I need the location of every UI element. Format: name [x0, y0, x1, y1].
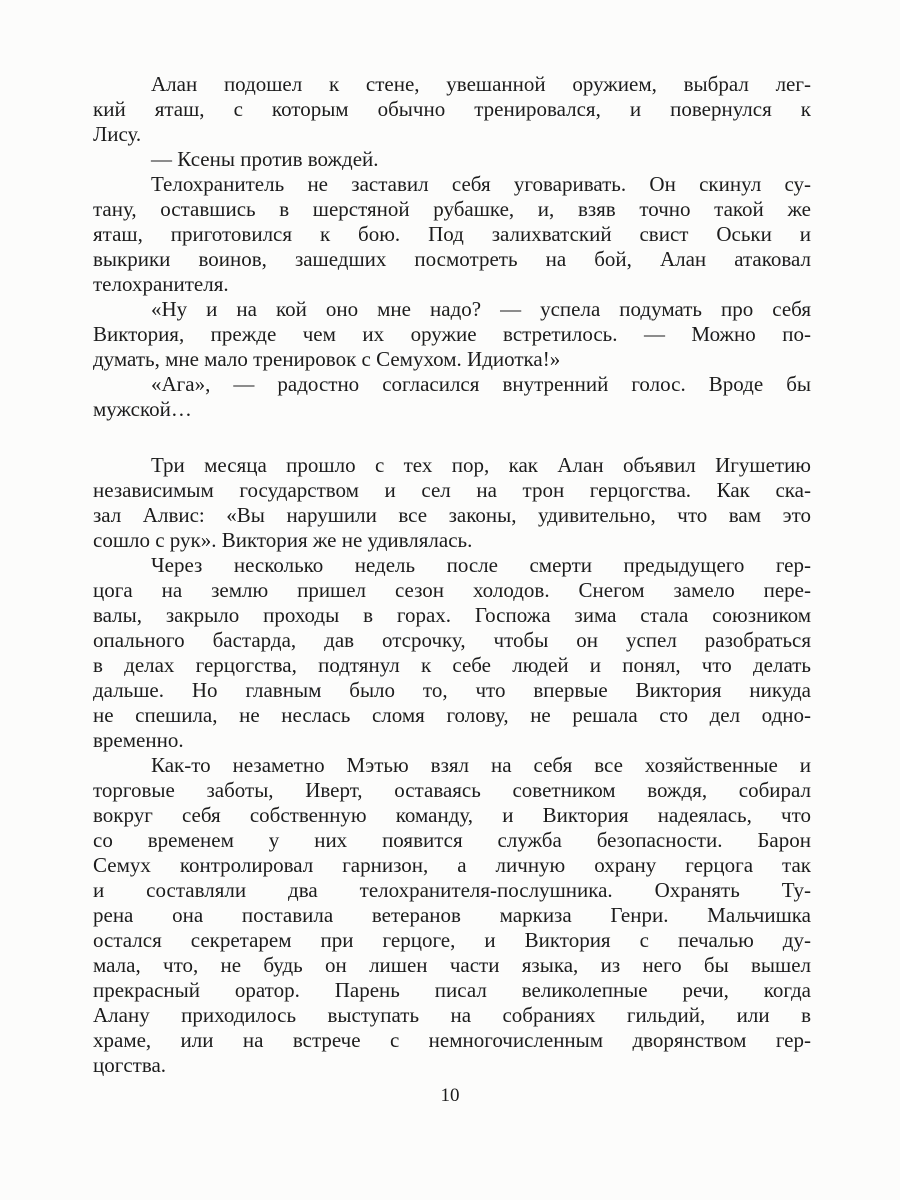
text-line: и составляли два телохранителя-послушника. Охранять Ту-: [93, 878, 811, 902]
text-line: Семух контролировал гарнизон, а личную охрану герцога так: [93, 853, 811, 877]
text-line: не спешила, не неслась сломя голову, не решала сто дел одно-: [93, 703, 811, 727]
text-line: храме, или на встрече с немногочисленным дворянством гер-: [93, 1028, 811, 1052]
text-line: дальше. Но главным было то, что впервые Виктория никуда: [93, 678, 811, 702]
text-line: мала, что, не будь он лишен части языка, из него бы вышел: [93, 953, 811, 977]
text-line: зал Алвис: «Вы нарушили все законы, удивительно, что вам это: [93, 503, 811, 527]
text-line: думать, мне мало тренировок с Семухом. Идиотка!»: [93, 347, 561, 371]
text-line: Алан подошел к стене, увешанной оружием, выбрал лег-: [151, 72, 811, 96]
text-line: прекрасный оратор. Парень писал великолепные речи, когда: [93, 978, 811, 1002]
paragraph: [93, 453, 811, 553]
text-line: вокруг себя собственную команду, и Виктория надеялась, что: [93, 803, 811, 827]
text-line: остался секретарем при герцоге, и Виктория с печалью ду-: [93, 928, 811, 952]
paragraph: [93, 372, 811, 422]
text-line: Виктория, прежде чем их оружие встретилось. — Можно по-: [93, 322, 811, 346]
text-line: тану, оставшись в шерстяной рубашке, и, взяв точно такой же: [93, 197, 811, 221]
text-line: опального бастарда, дав отсрочку, чтобы он успел разобраться: [93, 628, 811, 652]
text-line: со временем у них появится служба безопасности. Барон: [93, 828, 811, 852]
text-line: сошло с рук». Виктория же не удивлялась.: [93, 528, 473, 552]
paragraph: [93, 753, 811, 1078]
paragraph: [93, 72, 811, 147]
text-line: цогства.: [93, 1053, 167, 1077]
text-line: Лису.: [93, 122, 142, 146]
text-line: валы, закрыло проходы в горах. Госпожа зима стала союзником: [93, 603, 811, 627]
page-number: 10: [440, 1085, 460, 1106]
paragraph: [93, 297, 811, 372]
text-line: Через несколько недель после смерти предыдущего гер-: [151, 553, 811, 577]
text-block: [93, 72, 811, 1078]
text-line: Алану приходилось выступать на собраниях гильдий, или в: [93, 1003, 811, 1027]
text-line: яташ, приготовился к бою. Под залихватский свист Оськи и: [93, 222, 811, 246]
text-line: цога на землю пришел сезон холодов. Снегом замело пере-: [93, 578, 811, 602]
text-line: «Ну и на кой оно мне надо? — успела подумать про себя: [151, 297, 811, 321]
text-line: временно.: [93, 728, 184, 752]
text-line: выкрики воинов, зашедших посмотреть на бой, Алан атаковал: [93, 247, 811, 271]
text-line: рена она поставила ветеранов маркиза Генри. Мальчишка: [93, 903, 811, 927]
paragraph: [93, 147, 811, 172]
text-line: Телохранитель не заставил себя уговаривать. Он скинул су-: [151, 172, 811, 196]
text-line: мужской…: [93, 397, 192, 421]
text-line: торговые заботы, Иверт, оставаясь советником вождя, собирал: [93, 778, 811, 802]
text-line: независимым государством и сел на трон герцогства. Как ска-: [93, 478, 811, 502]
text-line: кий яташ, с которым обычно тренировался, и повернулся к: [93, 97, 811, 121]
text-line: Как-то незаметно Мэтью взял на себя все хозяйственные и: [151, 753, 811, 777]
text-line: «Ага», — радостно согласился внутренний голос. Вроде бы: [151, 372, 811, 396]
text-line: — Ксены против вождей.: [151, 147, 379, 171]
text-line: телохранителя.: [93, 272, 229, 296]
paragraph: [93, 553, 811, 753]
text-line: в делах герцогства, подтянул к себе людей и понял, что делать: [93, 653, 811, 677]
paragraph: [93, 172, 811, 297]
text-line: Три месяца прошло с тех пор, как Алан объявил Игушетию: [151, 453, 811, 477]
